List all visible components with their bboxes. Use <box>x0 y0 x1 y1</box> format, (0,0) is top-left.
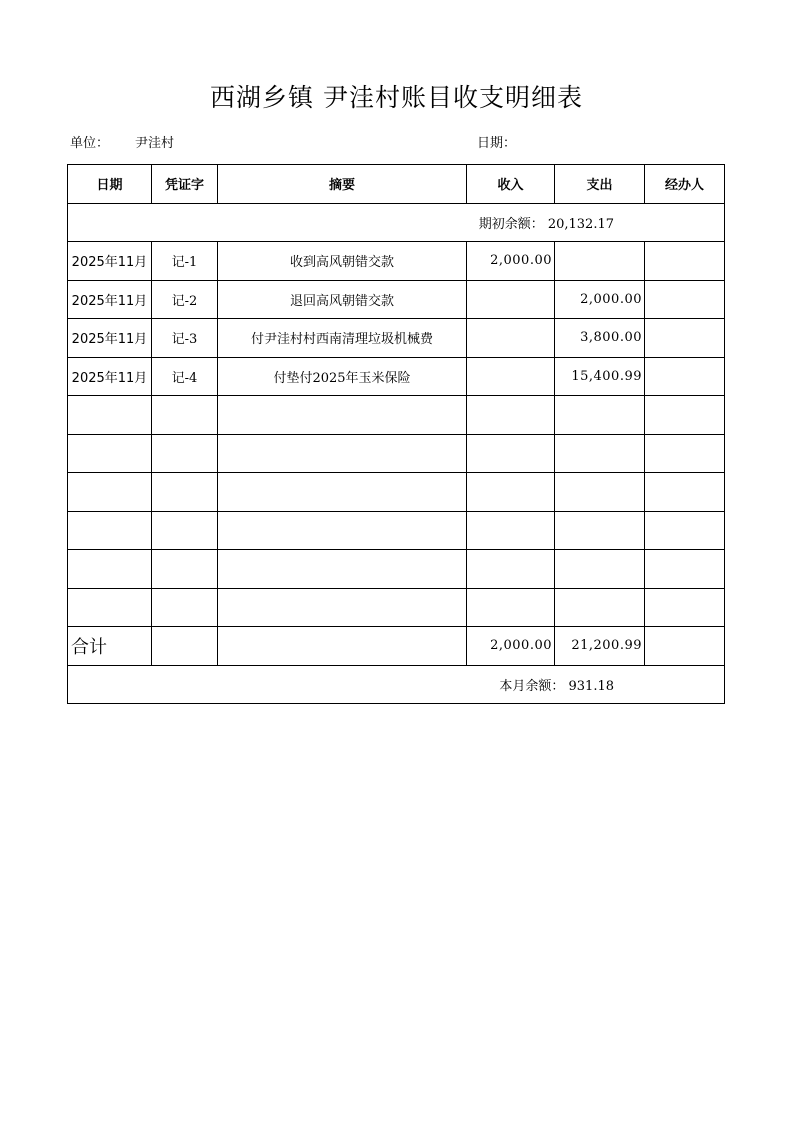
totals-label: 合计 <box>68 627 152 666</box>
row-income <box>467 319 555 358</box>
row-handler <box>645 357 725 396</box>
row-income: 2,000.00 <box>467 242 555 281</box>
row-handler <box>645 319 725 358</box>
header-expense: 支出 <box>555 165 645 204</box>
ledger-table <box>67 164 725 704</box>
table-row <box>68 319 725 358</box>
empty-row <box>68 588 725 627</box>
unit-value: 尹洼村 <box>135 136 175 151</box>
row-voucher: 记-2 <box>152 280 218 319</box>
empty-row <box>68 511 725 550</box>
date-label: 日期： <box>477 136 517 151</box>
row-expense: 2,000.00 <box>555 280 645 319</box>
header-handler: 经办人 <box>645 165 725 204</box>
row-income <box>467 280 555 319</box>
empty-row <box>68 473 725 512</box>
unit-label: 单位： <box>70 136 110 151</box>
row-summary: 付垫付2025年玉米保险 <box>218 357 467 396</box>
row-voucher: 记-4 <box>152 357 218 396</box>
empty-row <box>68 396 725 435</box>
empty-row <box>68 434 725 473</box>
row-handler <box>645 242 725 281</box>
row-date: 2025年11月 <box>68 242 152 281</box>
empty-row <box>68 550 725 589</box>
closing-balance: 本月余额： 931.18 <box>68 665 725 704</box>
totals-income: 2,000.00 <box>467 627 555 666</box>
row-summary: 退回高风朝错交款 <box>218 280 467 319</box>
header-voucher: 凭证字 <box>152 165 218 204</box>
row-date: 2025年11月 <box>68 319 152 358</box>
row-income <box>467 357 555 396</box>
totals-row <box>68 627 725 666</box>
header-row <box>68 165 725 204</box>
row-expense: 15,400.99 <box>555 357 645 396</box>
opening-balance-row <box>68 203 725 242</box>
row-summary: 付尹洼村村西南清理垃圾机械费 <box>218 319 467 358</box>
table-row <box>68 280 725 319</box>
page-title: 西湖乡镇 尹洼村账目收支明细表 <box>210 83 583 112</box>
row-date: 2025年11月 <box>68 280 152 319</box>
header-income: 收入 <box>467 165 555 204</box>
row-voucher: 记-1 <box>152 242 218 281</box>
row-expense <box>555 242 645 281</box>
row-expense: 3,800.00 <box>555 319 645 358</box>
totals-expense: 21,200.99 <box>555 627 645 666</box>
table-row <box>68 357 725 396</box>
row-voucher: 记-3 <box>152 319 218 358</box>
row-summary: 收到高风朝错交款 <box>218 242 467 281</box>
row-handler <box>645 280 725 319</box>
opening-balance: 期初余额： 20,132.17 <box>68 203 725 242</box>
closing-balance-row <box>68 665 725 704</box>
header-date: 日期 <box>68 165 152 204</box>
row-date: 2025年11月 <box>68 357 152 396</box>
header-summary: 摘要 <box>218 165 467 204</box>
table-row <box>68 242 725 281</box>
